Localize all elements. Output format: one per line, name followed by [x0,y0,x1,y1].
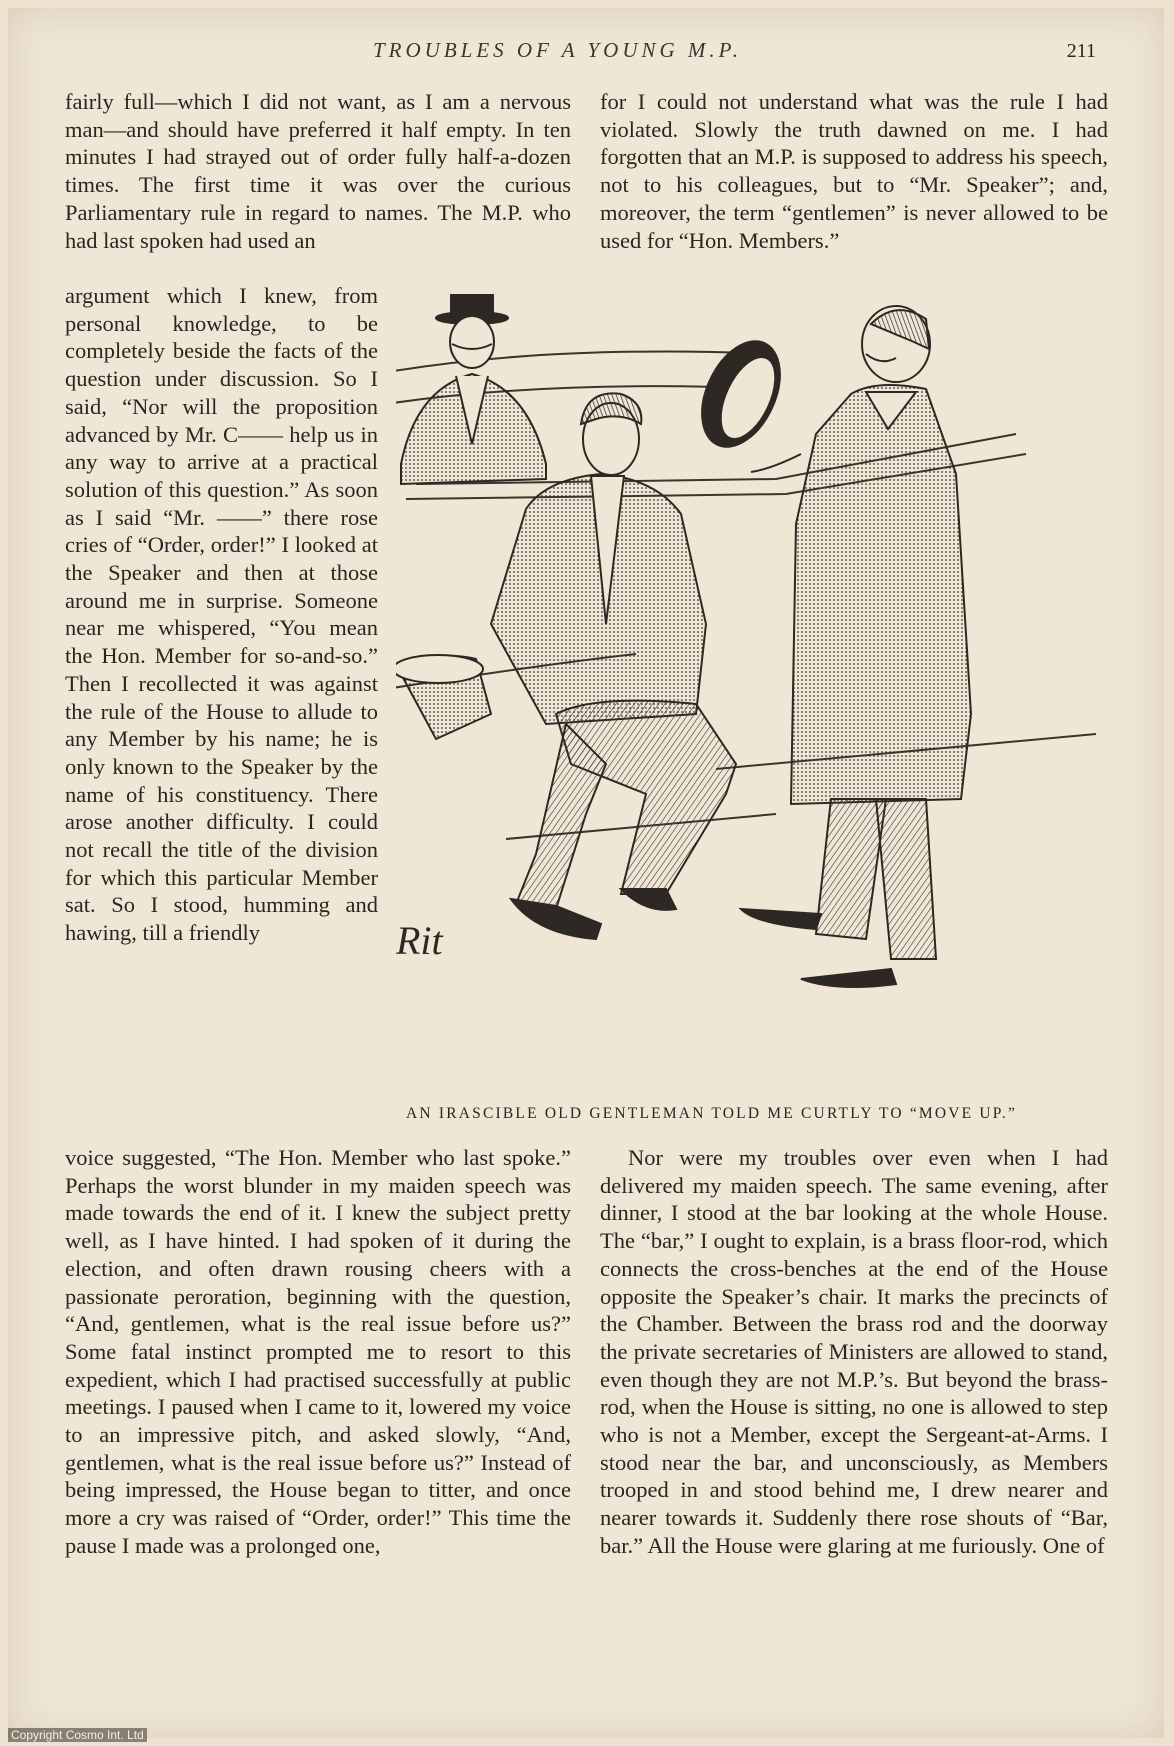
text-column-right-top [600,88,1108,254]
text-column-left-bottom [65,1144,571,1560]
copyright-watermark: Copyright Cosmo Int. Ltd [8,1728,147,1742]
illustration-caption: AN IRASCIBLE OLD GENTLEMAN TOLD ME CURTLY TO “MOVE UP.” [406,1105,1018,1122]
page-header [8,38,1164,68]
running-title: TROUBLES OF A YOUNG M.P. [373,38,743,62]
text-column-right-bottom [600,1144,1108,1560]
text-column-left-top [65,88,571,254]
engraving-illustration [396,294,1121,1102]
paragraph: fairly full—which I did not want, as I am a nervous man—and should have preferred it half empty. In ten minutes I had strayed out of order fully half-a-dozen times. The first time it was over the curious Parliamentary rule in regard to names. The M.P. who had last spoken had used an [65,89,571,253]
old-gentleman-figure [687,306,971,987]
paragraph: voice suggested, “The Hon. Member who last spoke.” Perhaps the worst blunder in my maiden speech was made towards the end of it. I knew the subject pretty well, as I have hinted. I had spoken of it during the election, and often drawn rousing cheers with a passionate peroration, beginning with the question, “And, gentlemen, what is the real issue before us?” Some fatal instinct prompted me to resort to this expedient, which I had practised successfully at public meetings. I paused when I came to it, lowered my voice to an impressive pitch, and asked slowly, “And, gentlemen, what is the real issue before us?” Instead of being impressed, the House began to titter, and once more a cry was raised of “Order, order!” This time the pause I made was a prolonged one, [65,1145,571,1558]
paragraph: argument which I knew, from personal knowledge, to be completely beside the facts of the question under discussion. So I said, “Nor will the proposition advanced by Mr. C—— help us in any way to arrive at a practical solution of this question.” As soon as I said “Mr. ——” there rose cries of “Order, order!” I looked at the Speaker and then at those around me in surprise. Someone near me whispered, “You mean the Hon. Member for so-and-so.” Then I recollected it was against the rule of the House to allude to any Member by his name; he is only known to the Speaker by the name of his constituency. There arose another difficulty. I could not recall the title of the division for which this particular Member sat. So I stood, humming and hawing, till a friendly [65,283,378,946]
text-column-left-wrap [65,282,378,947]
signature-text: Rit [396,918,443,963]
paragraph: for I could not understand what was the rule I had violated. Slowly the truth dawned on me. I had forgotten that an M.P. is supposed to address his speech, not to his colleagues, but to “Mr. Speaker”; and, moreover, the term “gentlemen” is never allowed to be used for “Hon. Members.” [600,89,1108,253]
signature-monogram [396,918,444,963]
paragraph: Nor were my troubles over even when I had delivered my maiden speech. The same evening, after dinner, I stood at the bar looking at the whole House. The “bar,” I ought to explain, is a brass floor-rod, which connects the cross-benches at the end of the House opposite the Speaker’s chair. It marks the precincts of the Chamber. Between the brass rod and the doorway the private secretaries of Ministers are allowed to stand, even though they are not M.P.’s. But beyond the brass-rod, when the House is sitting, no one is allowed to step who is not a Member, except the Sergeant-at-Arms. I stood near the bar, and unconsciously, as Members trooped in and stood behind me, I drew nearer and nearer towards it. Suddenly there rose shouts of “Bar, bar.” All the House were glaring at me furiously. One of [600,1145,1108,1558]
page-number: 211 [1066,40,1096,62]
magazine-page [8,8,1164,1738]
